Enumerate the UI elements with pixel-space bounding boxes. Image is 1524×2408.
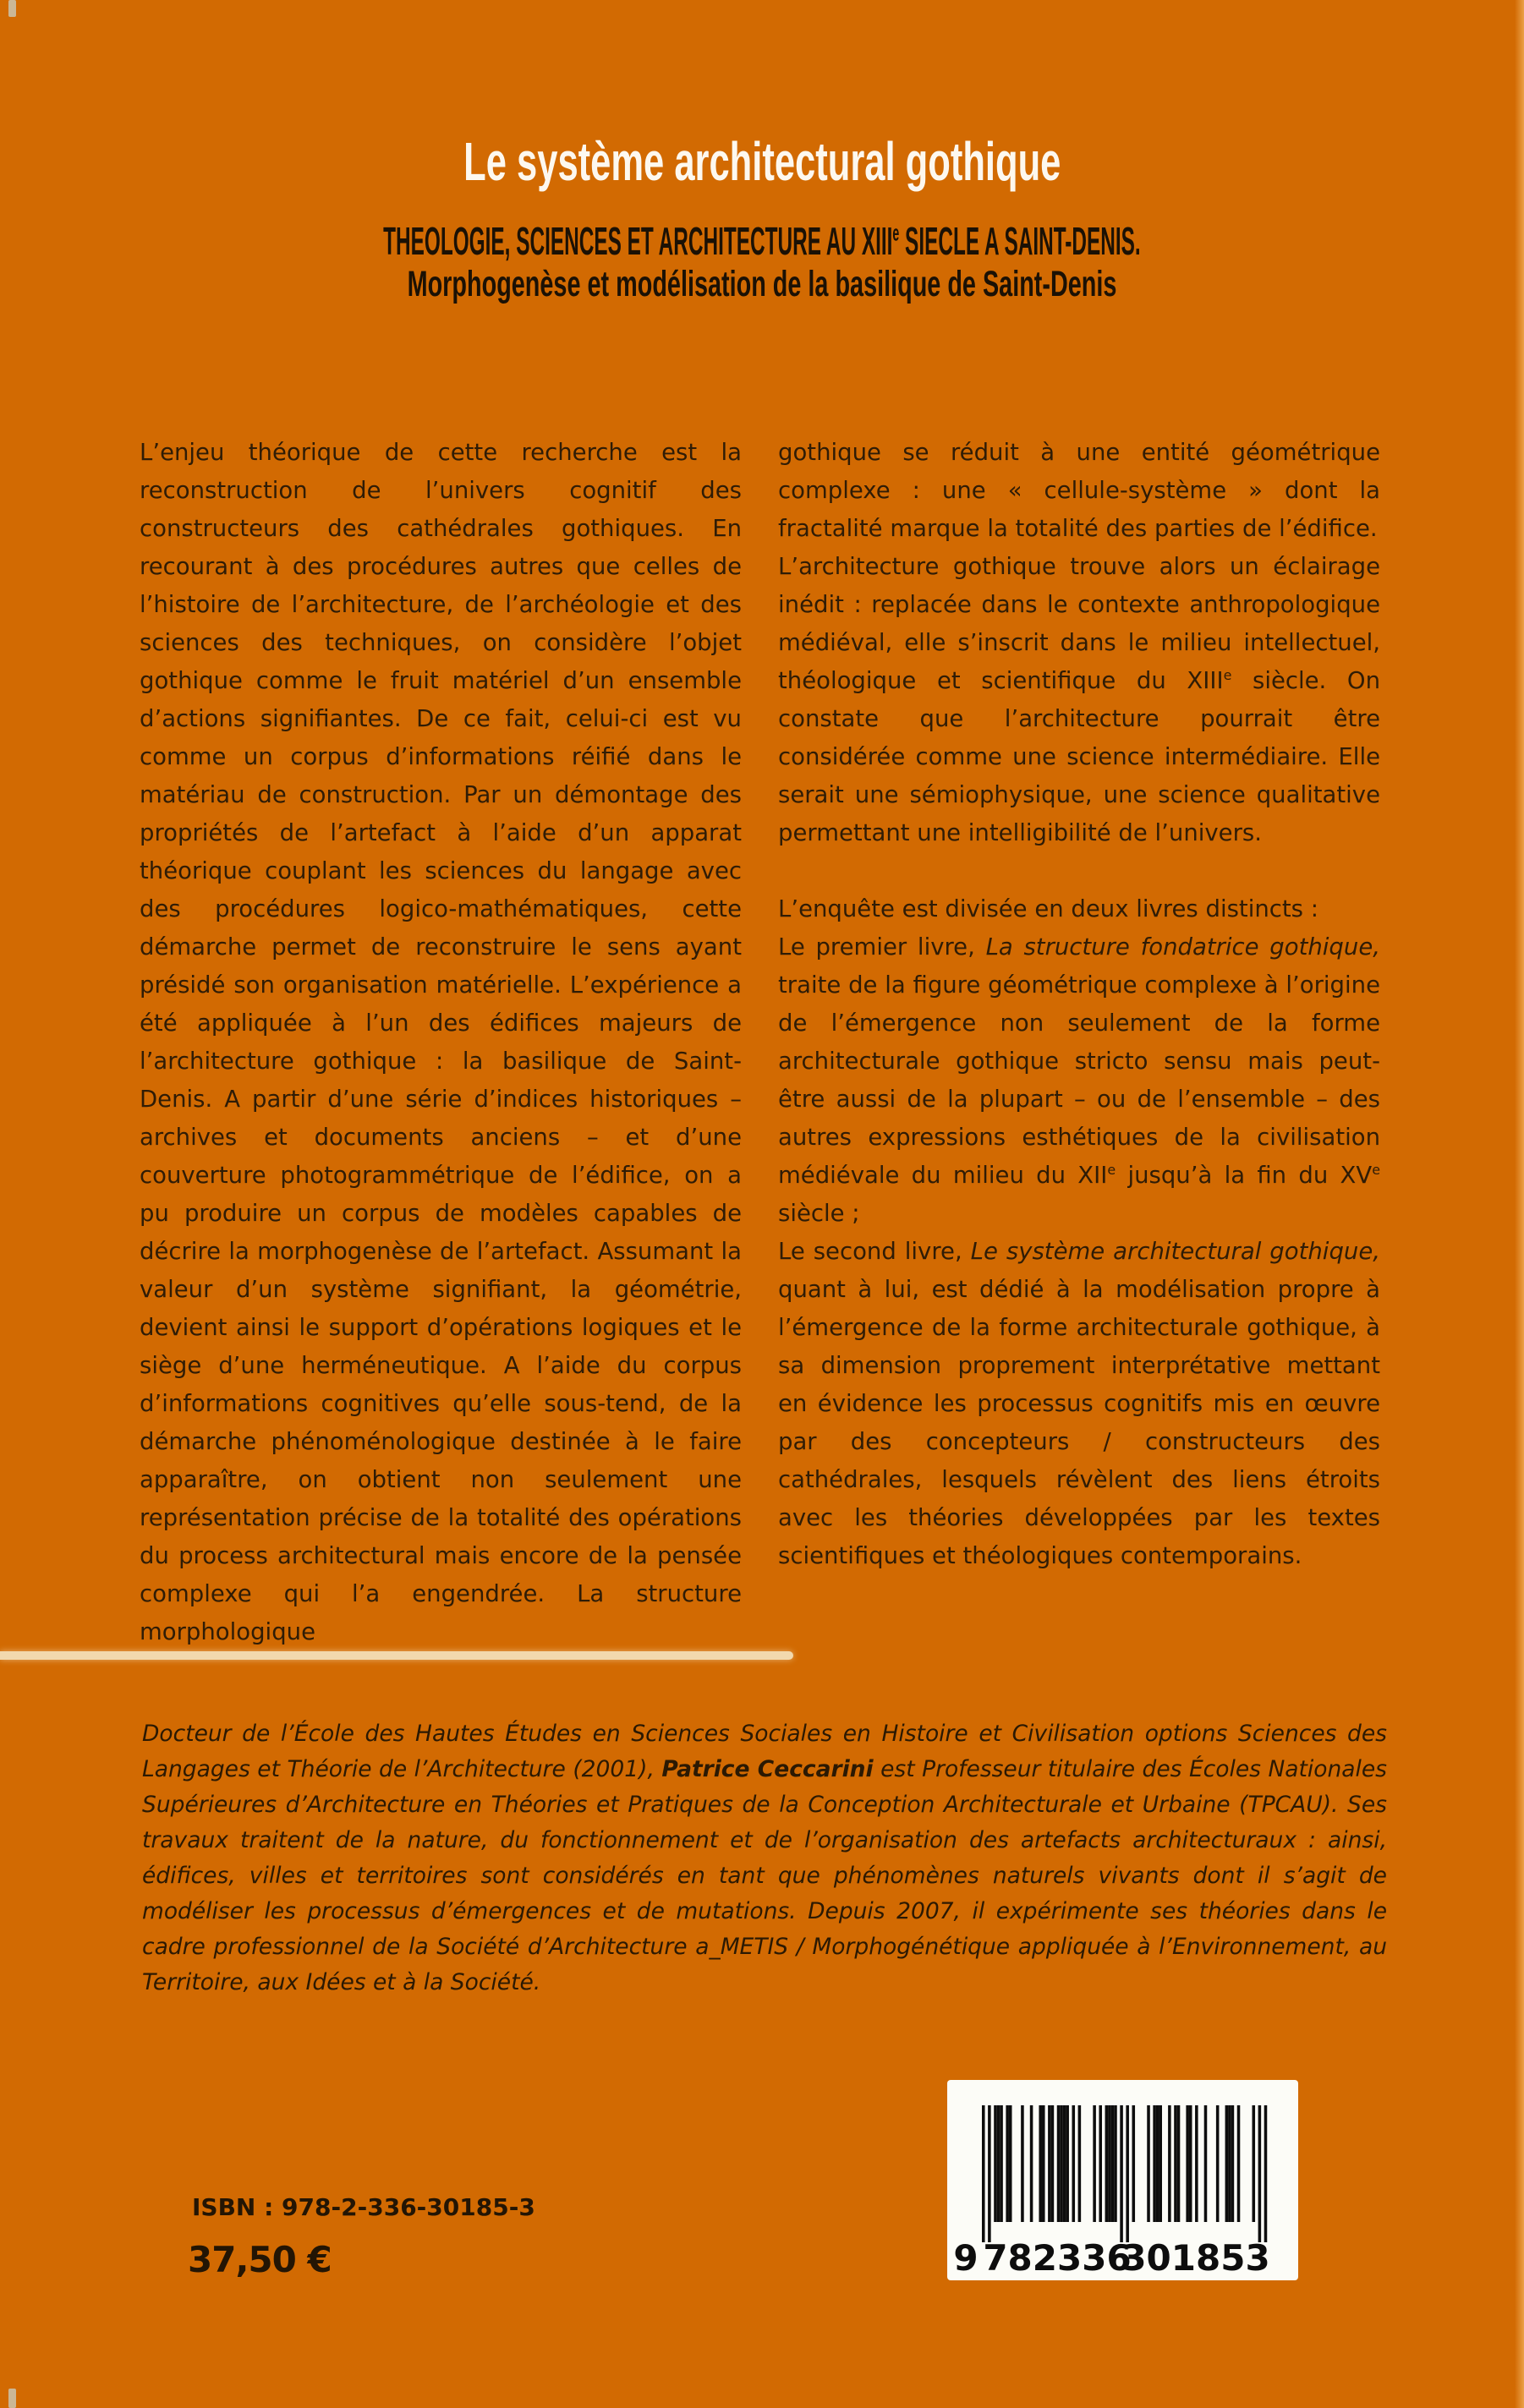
text-run: L’enjeu théorique de cette recherche est la reconstruction de l’univers cognitif des constructeurs des cathédrales gothiques. En recourant à des procédures autres que celles de l’histoire de l’architecture, de l’archéologie et des sciences des techniques, on considère l’objet gothique comme le fruit matériel d’un ensemble d’actions signifiantes. De ce fait, celui-ci est vu comme un corpus d’informations réifié dans le matériau de construction. Par un démontage des propriétés de l’artefact à l’aide d’un apparat théorique couplant les sciences du langage avec des procédures logico-mathématiques, cette démarche permet de reconstruire le sens ayant présidé son organisation matérielle. L’expérience a été appliquée à l’un des édifices majeurs de l’architecture gothique : la basilique de Saint-Denis. A partir d’une série d’indices historiques – archives et documents anciens – et d’une couverture photogrammétrique de l’édifice, on a pu produire un corpus de modèles capables de décrire la morphogenèse de l’artefact. Assumant la valeur d’un système signifiant, la géométrie, devient ainsi le support d’opérations logiques et le siège d’une herméneutique. A l’aide du corpus d’informations cognitives qu’elle sous-tend, de la démarche phénoménologique destinée à le faire apparaître, on obtient non seulement une représentation précise de la totalité des opérations du process architectural mais encore de la pensée complexe qui l’a engendrée. La structure morphologique — [140, 439, 742, 1645]
price-text: 37,50 € — [188, 2239, 332, 2280]
text-run: jusqu’à la fin du XV — [1116, 1162, 1373, 1189]
isbn-text: ISBN : 978-2-336-30185-3 — [192, 2193, 535, 2221]
text-run: siècle. On constate que l’architecture pourrait être considérée comme une science intermédiaire. Elle serait une sémiophysique, une science qualitative permettant une intelligibilité de l’univers. — [778, 667, 1381, 846]
text-run: Le second livre, — [778, 1238, 971, 1265]
crop-mark-top — [8, 0, 16, 17]
paragraph — [778, 548, 1380, 852]
subtitle-line-1 — [0, 218, 1524, 264]
scan-edge-highlight — [1515, 0, 1524, 2408]
barcode-graphic — [947, 2080, 1298, 2280]
right-column — [778, 434, 1380, 1575]
crop-mark-bottom — [8, 2389, 16, 2408]
paragraph — [778, 434, 1380, 548]
barcode — [947, 2080, 1298, 2280]
text-run: e — [892, 220, 900, 246]
barcode-digits-left: 782336 — [983, 2237, 1132, 2279]
text-run: Le système architectural gothique, — [970, 1238, 1380, 1265]
text-run: L’enquête est divisée en deux livres distincts : — [778, 895, 1319, 922]
barcode-digits-right: 301853 — [1121, 2237, 1270, 2279]
paragraph — [778, 1233, 1380, 1575]
paragraph — [778, 890, 1380, 928]
text-run: THEOLOGIE, SCIENCES ET ARCHITECTURE AU XIII — [383, 219, 893, 263]
text-run: L’architecture gothique trouve alors un éclairage inédit : replacée dans le contexte anthropologique médiéval, elle s’inscrit dans le milieu intellectuel, théologique et scientifique du XIII — [778, 553, 1380, 694]
book-title: Le système architectural gothique — [463, 131, 1061, 192]
text-run: La structure fondatrice gothique, — [985, 933, 1380, 960]
text-run: e — [1372, 1161, 1380, 1178]
text-run: quant à lui, est dédié à la modélisation propre à l’émergence de la forme architecturale gothique, à sa dimension proprement interprétative mettant en évidence les processus cognitifs mis en œuvre par des concepteurs / constructeurs des cathédrales, lesquels révèlent des liens étroits avec les théories développées par les textes scientifiques et théologiques contemporains. — [778, 1276, 1380, 1569]
author-bio — [142, 1716, 1387, 2000]
text-run: siècle ; — [778, 1200, 860, 1227]
subtitle-line-2-text: Morphogenèse et modélisation de la basilique de Saint-Denis — [407, 264, 1117, 304]
text-run: e — [1107, 1161, 1116, 1178]
paragraph — [778, 928, 1380, 1233]
text-run: gothique se réduit à une entité géométrique complexe : une « cellule-système » dont la fractalité marque la totalité des parties de l’édifice. — [778, 439, 1380, 542]
text-run: est Professeur titulaire des Écoles Nationales Supérieures d’Architecture en Théories et Pratiques de la Conception Architecturale et Urbaine (TPCAU). Ses travaux traitent de la nature, du fonctionnement et de l’organisation des artefacts architecturaux : ainsi, édifices, villes et territoires sont considérés en tant que phénomènes naturels vivants dont il s’agit de modéliser les processus d’émergences et de mutations. Depuis 2007, il expérimente ses théories dans le cadre professionnel de la Société d’Architecture a_METIS / Morphogénétique appliquée à l’Environnement, au Territoire, aux Idées et à la Société. — [142, 1756, 1387, 1995]
barcode-bars — [982, 2105, 1267, 2242]
barcode-lead-digit: 9 — [953, 2237, 979, 2279]
text-run: Docteur de l’École des Hautes Études en Sciences Sociales en Histoire et Civilisation options Sciences des Langages et Théorie de l’Architecture (2001), — [142, 1721, 1387, 1782]
text-run: e — [1223, 666, 1232, 683]
text-run: SIECLE A SAINT-DENIS. — [899, 219, 1141, 263]
page-title — [0, 130, 1524, 193]
left-column — [140, 434, 742, 1651]
paragraph — [140, 434, 742, 1651]
subtitle-line-1-text — [383, 218, 1141, 264]
separator-line — [0, 1651, 793, 1660]
subtitle-line-2 — [0, 264, 1524, 305]
text-run: Le premier livre, — [778, 933, 986, 960]
text-run: Patrice Ceccarini — [661, 1756, 874, 1782]
text-run: traite de la figure géométrique complexe à l’origine de l’émergence non seulement de la forme architecturale gothique stricto sensu mais peut-être aussi de la plupart – ou de l’ensemble – des autres expressions esthétiques de la civilisation médiévale du milieu du XII — [778, 971, 1380, 1189]
